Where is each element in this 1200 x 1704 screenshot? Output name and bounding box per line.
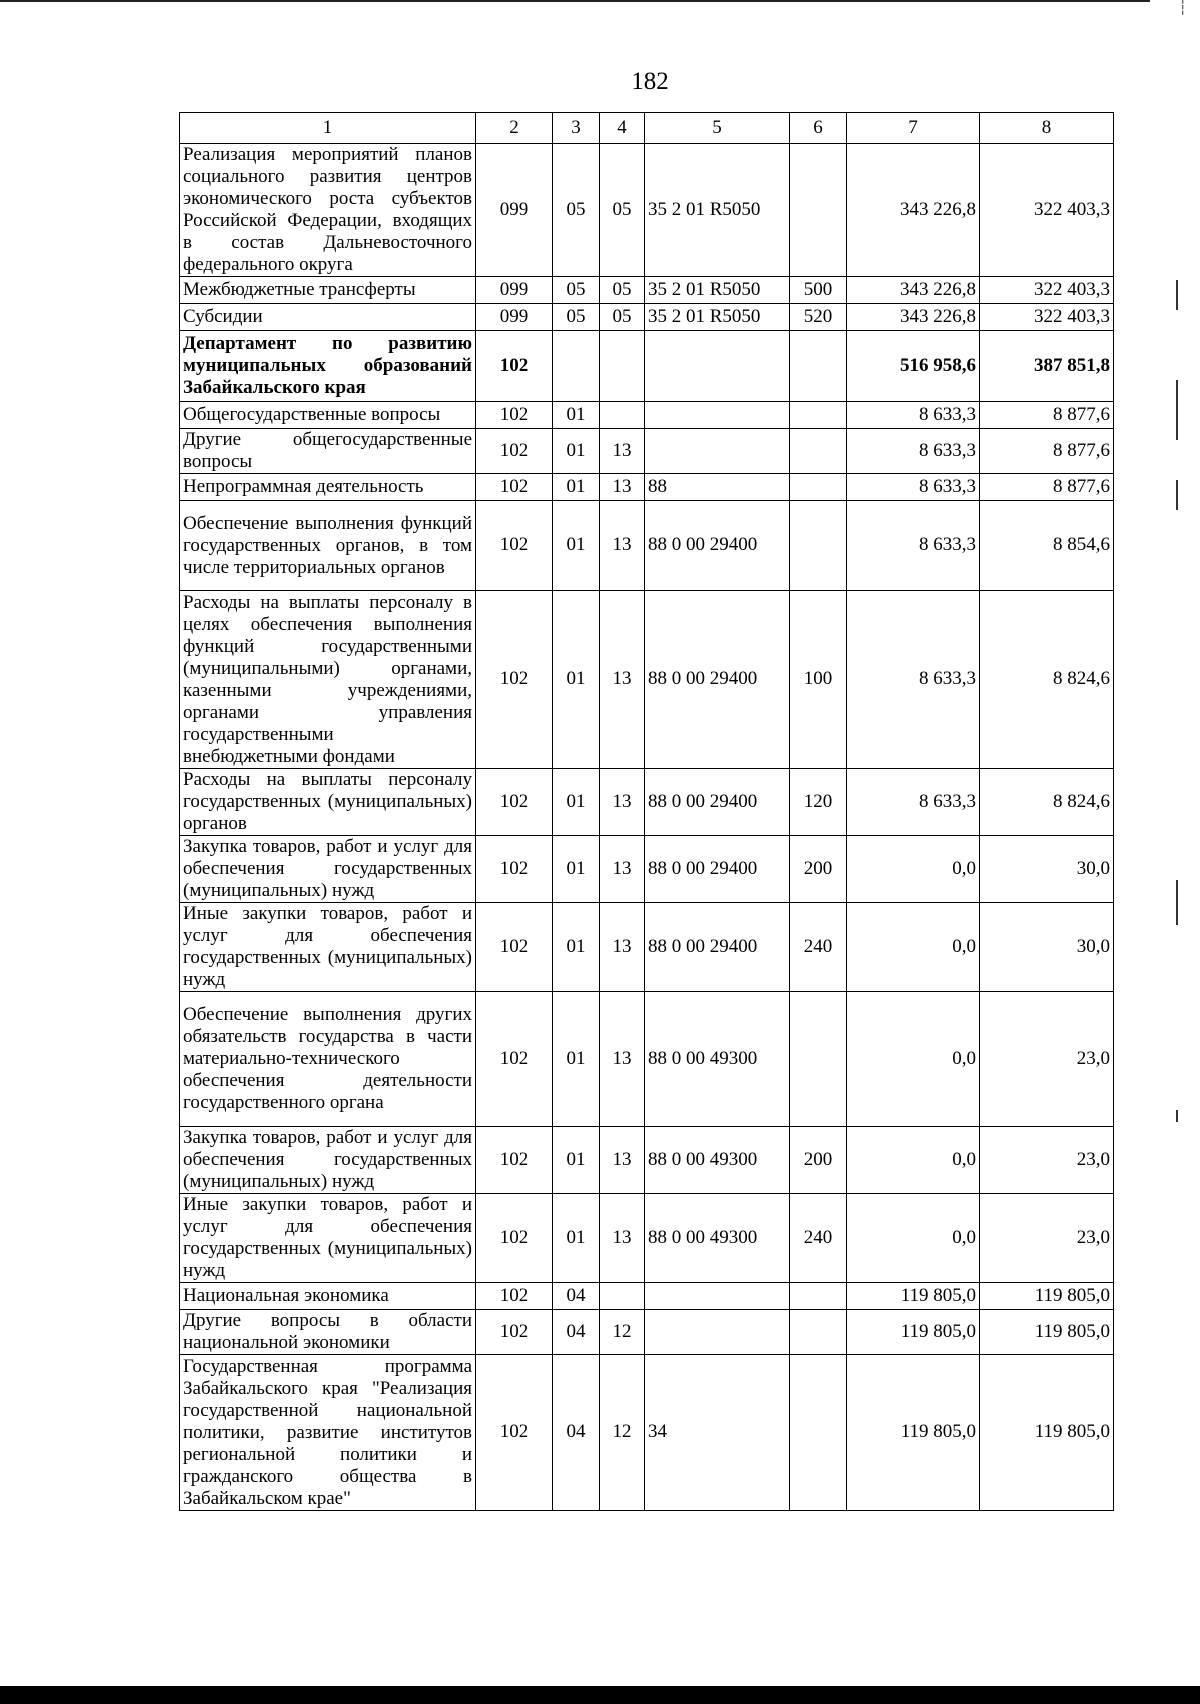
row-sum-year2-cell: 23,0 [980,992,1114,1127]
row-sum-year2-cell: 322 403,3 [980,304,1114,331]
row-name-cell: Субсидии [180,304,476,331]
row-name-cell: Обеспечение выполнения функций государственных органов, в том числе территориальных органов [180,501,476,591]
row-csr-cell: 88 [645,474,790,501]
row-sum-year1-cell: 8 633,3 [847,769,980,836]
row-vr-cell: 200 [790,1127,847,1194]
row-rz-cell: 01 [553,1127,600,1194]
row-vr-cell [790,144,847,277]
table-row [180,429,1114,474]
row-name-cell: Иные закупки товаров, работ и услуг для обеспечения государственных (муниципальных) нужд [180,1194,476,1283]
row-sum-year2-cell: 322 403,3 [980,277,1114,304]
row-pr-cell: 12 [600,1355,645,1511]
row-csr-cell: 88 0 00 49300 [645,1127,790,1194]
row-rz-cell: 04 [553,1355,600,1511]
row-sum-year1-cell: 343 226,8 [847,304,980,331]
table-row [180,331,1114,402]
top-scan-rule [0,0,1150,2]
row-pr-cell: 12 [600,1310,645,1355]
table-row [180,836,1114,903]
row-pr-cell: 13 [600,903,645,992]
row-sum-year1-cell: 119 805,0 [847,1355,980,1511]
row-ved-cell: 102 [476,501,553,591]
header-cell: 7 [847,113,980,144]
row-csr-cell: 88 0 00 49300 [645,992,790,1127]
header-cell: 8 [980,113,1114,144]
row-sum-year1-cell: 516 958,6 [847,331,980,402]
row-pr-cell: 13 [600,429,645,474]
row-vr-cell [790,1355,847,1511]
row-sum-year1-cell: 8 633,3 [847,474,980,501]
row-sum-year1-cell: 8 633,3 [847,591,980,769]
row-pr-cell: 05 [600,144,645,277]
row-csr-cell: 35 2 01 R5050 [645,277,790,304]
row-ved-cell: 102 [476,836,553,903]
row-name-cell: Расходы на выплаты персоналу государственных (муниципальных) органов [180,769,476,836]
table-row [180,304,1114,331]
row-sum-year2-cell: 119 805,0 [980,1283,1114,1310]
row-rz-cell: 01 [553,402,600,429]
row-pr-cell: 13 [600,836,645,903]
row-name-cell: Общегосударственные вопросы [180,402,476,429]
row-sum-year2-cell: 8 824,6 [980,769,1114,836]
row-pr-cell [600,402,645,429]
row-ved-cell: 102 [476,1127,553,1194]
row-csr-cell [645,1310,790,1355]
row-ved-cell: 102 [476,1194,553,1283]
row-name-cell: Реализация мероприятий планов социального развития центров экономического роста субъектов Российской Федерации, входящих в состав Дальневосточного федерального округа [180,144,476,277]
budget-table [179,112,1114,1511]
row-sum-year1-cell: 8 633,3 [847,501,980,591]
row-name-cell: Государственная программа Забайкальского края "Реализация государственной национальной политики, развитие институтов региональной политики и гражданского общества в Забайкальском крае" [180,1355,476,1511]
row-sum-year1-cell: 0,0 [847,992,980,1127]
row-rz-cell: 01 [553,1194,600,1283]
row-vr-cell: 500 [790,277,847,304]
row-csr-cell [645,402,790,429]
row-vr-cell [790,331,847,402]
row-ved-cell: 099 [476,277,553,304]
row-pr-cell [600,331,645,402]
table-row [180,1127,1114,1194]
row-ved-cell: 102 [476,591,553,769]
row-vr-cell: 240 [790,903,847,992]
row-rz-cell: 04 [553,1283,600,1310]
row-vr-cell: 100 [790,591,847,769]
row-rz-cell: 04 [553,1310,600,1355]
row-sum-year1-cell: 8 633,3 [847,429,980,474]
row-vr-cell: 120 [790,769,847,836]
row-csr-cell: 88 0 00 29400 [645,591,790,769]
row-pr-cell: 13 [600,769,645,836]
row-pr-cell: 13 [600,501,645,591]
row-sum-year1-cell: 343 226,8 [847,277,980,304]
row-name-cell: Национальная экономика [180,1283,476,1310]
table-header-row [180,113,1114,144]
table-row [180,1194,1114,1283]
row-rz-cell: 01 [553,501,600,591]
table-row [180,402,1114,429]
row-pr-cell: 13 [600,1127,645,1194]
row-name-cell: Непрограммная деятельность [180,474,476,501]
row-rz-cell: 01 [553,591,600,769]
table-row [180,501,1114,591]
row-sum-year2-cell: 8 877,6 [980,429,1114,474]
row-ved-cell: 102 [476,1283,553,1310]
row-vr-cell [790,501,847,591]
row-pr-cell [600,1283,645,1310]
header-cell: 5 [645,113,790,144]
table-row [180,474,1114,501]
row-sum-year2-cell: 30,0 [980,903,1114,992]
row-name-cell: Департамент по развитию муниципальных образований Забайкальского края [180,331,476,402]
row-sum-year2-cell: 30,0 [980,836,1114,903]
row-ved-cell: 102 [476,331,553,402]
row-vr-cell [790,992,847,1127]
page-number: 182 [631,68,669,95]
header-cell: 6 [790,113,847,144]
row-rz-cell: 01 [553,769,600,836]
row-sum-year1-cell: 119 805,0 [847,1283,980,1310]
row-ved-cell: 102 [476,429,553,474]
row-pr-cell: 05 [600,304,645,331]
row-sum-year1-cell: 0,0 [847,903,980,992]
row-sum-year2-cell: 8 854,6 [980,501,1114,591]
row-vr-cell [790,474,847,501]
row-vr-cell: 520 [790,304,847,331]
row-csr-cell: 88 0 00 29400 [645,836,790,903]
row-csr-cell [645,331,790,402]
row-sum-year1-cell: 343 226,8 [847,144,980,277]
row-rz-cell: 05 [553,277,600,304]
row-vr-cell [790,402,847,429]
row-ved-cell: 102 [476,1310,553,1355]
table-row [180,992,1114,1127]
table-body [180,113,1114,1511]
table-row [180,1355,1114,1511]
table-row [180,277,1114,304]
row-ved-cell: 102 [476,903,553,992]
row-csr-cell [645,1283,790,1310]
row-rz-cell: 01 [553,836,600,903]
row-sum-year1-cell: 0,0 [847,1194,980,1283]
row-rz-cell: 05 [553,304,600,331]
row-sum-year1-cell: 0,0 [847,1127,980,1194]
row-pr-cell: 13 [600,474,645,501]
row-csr-cell: 88 0 00 29400 [645,769,790,836]
row-vr-cell: 200 [790,836,847,903]
row-ved-cell: 102 [476,402,553,429]
row-name-cell: Другие вопросы в области национальной экономики [180,1310,476,1355]
row-ved-cell: 102 [476,1355,553,1511]
row-name-cell: Другие общегосударственные вопросы [180,429,476,474]
scan-corner-mark: ┆ [1178,1,1188,16]
row-sum-year2-cell: 119 805,0 [980,1355,1114,1511]
row-csr-cell: 88 0 00 29400 [645,903,790,992]
row-pr-cell: 13 [600,1194,645,1283]
header-cell: 3 [553,113,600,144]
row-ved-cell: 099 [476,304,553,331]
row-sum-year2-cell: 387 851,8 [980,331,1114,402]
row-sum-year2-cell: 8 877,6 [980,474,1114,501]
row-name-cell: Обеспечение выполнения других обязательств государства в части материально-технического обеспечения деятельности государственного органа [180,992,476,1127]
row-sum-year2-cell: 322 403,3 [980,144,1114,277]
row-sum-year1-cell: 0,0 [847,836,980,903]
row-sum-year2-cell: 8 877,6 [980,402,1114,429]
row-rz-cell: 05 [553,144,600,277]
row-name-cell: Закупка товаров, работ и услуг для обеспечения государственных (муниципальных) нужд [180,836,476,903]
table-row [180,1283,1114,1310]
row-ved-cell: 102 [476,769,553,836]
header-cell: 1 [180,113,476,144]
row-rz-cell [553,331,600,402]
row-ved-cell: 099 [476,144,553,277]
row-sum-year2-cell: 23,0 [980,1127,1114,1194]
row-sum-year2-cell: 119 805,0 [980,1310,1114,1355]
row-name-cell: Закупка товаров, работ и услуг для обеспечения государственных (муниципальных) нужд [180,1127,476,1194]
row-pr-cell: 13 [600,992,645,1127]
row-vr-cell [790,1283,847,1310]
row-csr-cell: 88 0 00 49300 [645,1194,790,1283]
row-vr-cell [790,429,847,474]
row-name-cell: Иные закупки товаров, работ и услуг для обеспечения государственных (муниципальных) нужд [180,903,476,992]
row-ved-cell: 102 [476,992,553,1127]
row-ved-cell: 102 [476,474,553,501]
row-rz-cell: 01 [553,429,600,474]
table-row [180,144,1114,277]
row-csr-cell: 88 0 00 29400 [645,501,790,591]
row-sum-year1-cell: 8 633,3 [847,402,980,429]
row-rz-cell: 01 [553,903,600,992]
row-pr-cell: 13 [600,591,645,769]
row-sum-year1-cell: 119 805,0 [847,1310,980,1355]
row-csr-cell: 35 2 01 R5050 [645,144,790,277]
row-sum-year2-cell: 8 824,6 [980,591,1114,769]
table-row [180,591,1114,769]
table-row [180,1310,1114,1355]
row-rz-cell: 01 [553,474,600,501]
row-csr-cell: 34 [645,1355,790,1511]
row-rz-cell: 01 [553,992,600,1127]
row-name-cell: Межбюджетные трансферты [180,277,476,304]
row-csr-cell: 35 2 01 R5050 [645,304,790,331]
bottom-scan-bar [0,1686,1200,1704]
row-vr-cell [790,1310,847,1355]
row-pr-cell: 05 [600,277,645,304]
table-row [180,769,1114,836]
row-vr-cell: 240 [790,1194,847,1283]
row-sum-year2-cell: 23,0 [980,1194,1114,1283]
header-cell: 4 [600,113,645,144]
table-row [180,903,1114,992]
header-cell: 2 [476,113,553,144]
row-csr-cell [645,429,790,474]
row-name-cell: Расходы на выплаты персоналу в целях обеспечения выполнения функций государственными (муниципальными) органами, казенными учреждениями, органами управления государственными внебюджетными фондами [180,591,476,769]
